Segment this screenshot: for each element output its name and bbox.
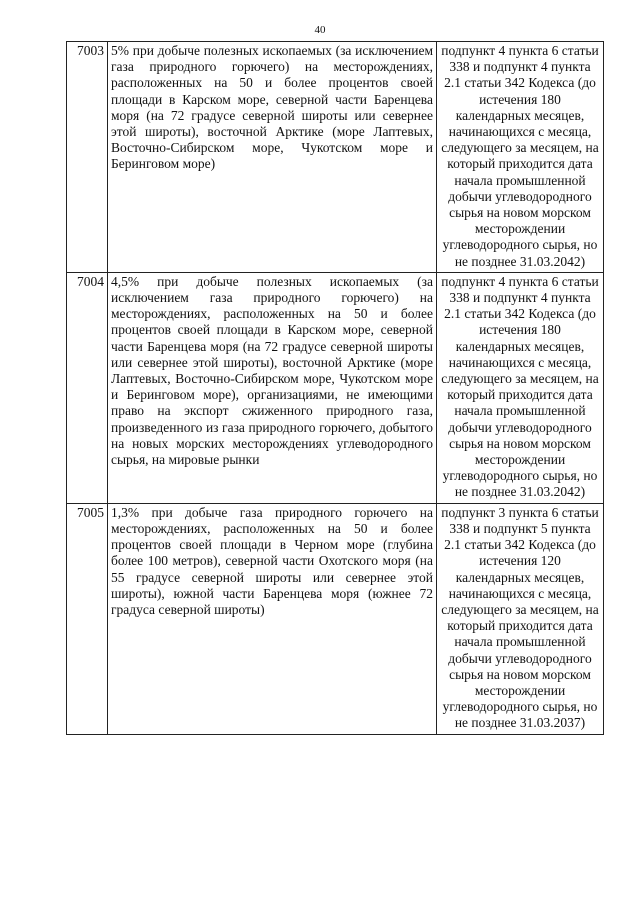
table-row bbox=[67, 503, 604, 734]
tax-code-table bbox=[66, 41, 604, 735]
row-description: 5% при добыче полезных ископаемых (за исключением газа природного горючего) на месторождениях, расположенных на 50 и более процентов своей площади в Карском море, северной части Баренцева моря (на 72 градусе северной широты или севернее этой широты), восточной Арктике (море Лаптевых, Восточно-Сибирском море, Чукотском море и Беринговом море) bbox=[108, 42, 437, 273]
row-description: 4,5% при добыче полезных ископаемых (за исключением газа природного горючего) на месторождениях, расположенных на 50 и более процентов своей площади в Карском море, северной части Баренцева моря (на 72 градусе северной широты или севернее этой широты), восточной Арктике (море Лаптевых, Восточно-Сибирском море, Чукотском море и Беринговом море), организациями, не имеющими право на экспорт сжиженного природного газа, произведенного из газа природного горючего, добытого на новых морских месторождениях углеводородного сырья, на мировые рынки bbox=[108, 272, 437, 503]
row-code: 7004 bbox=[67, 272, 108, 503]
row-reference: подпункт 4 пункта 6 статьи 338 и подпункт 4 пункта 2.1 статьи 342 Кодекса (до истечения 180 календарных месяцев, начинающихся с месяца, следующего за месяцем, на который приходится дата начала промышленной добычи углеводородного сырья на новом морском месторождении углеводородного сырья, но не позднее 31.03.2042) bbox=[437, 42, 604, 273]
page-number: 40 bbox=[314, 24, 326, 36]
row-code: 7005 bbox=[67, 503, 108, 734]
row-description: 1,3% при добыче газа природного горючего на месторождениях, расположенных на 50 и более процентов своей площади в Черном море (глубина более 100 метров), северной части Охотского моря (на 55 градусе северной широты или севернее этой широты), южной части Баренцева моря (южнее 72 градуса северной широты) bbox=[108, 503, 437, 734]
row-reference: подпункт 3 пункта 6 статьи 338 и подпункт 5 пункта 2.1 статьи 342 Кодекса (до истечения 120 календарных месяцев, начинающихся с месяца, следующего за месяцем, на который приходится дата начала промышленной добычи углеводородного сырья на новом морском месторождении углеводородного сырья, но не позднее 31.03.2037) bbox=[437, 503, 604, 734]
table-row bbox=[67, 272, 604, 503]
table-row bbox=[67, 42, 604, 273]
row-reference: подпункт 4 пункта 6 статьи 338 и подпункт 4 пункта 2.1 статьи 342 Кодекса (до истечения 180 календарных месяцев, начинающихся с месяца, следующего за месяцем, на который приходится дата начала промышленной добычи углеводородного сырья на новом морском месторождении углеводородного сырья, но не позднее 31.03.2042) bbox=[437, 272, 604, 503]
row-code: 7003 bbox=[67, 42, 108, 273]
